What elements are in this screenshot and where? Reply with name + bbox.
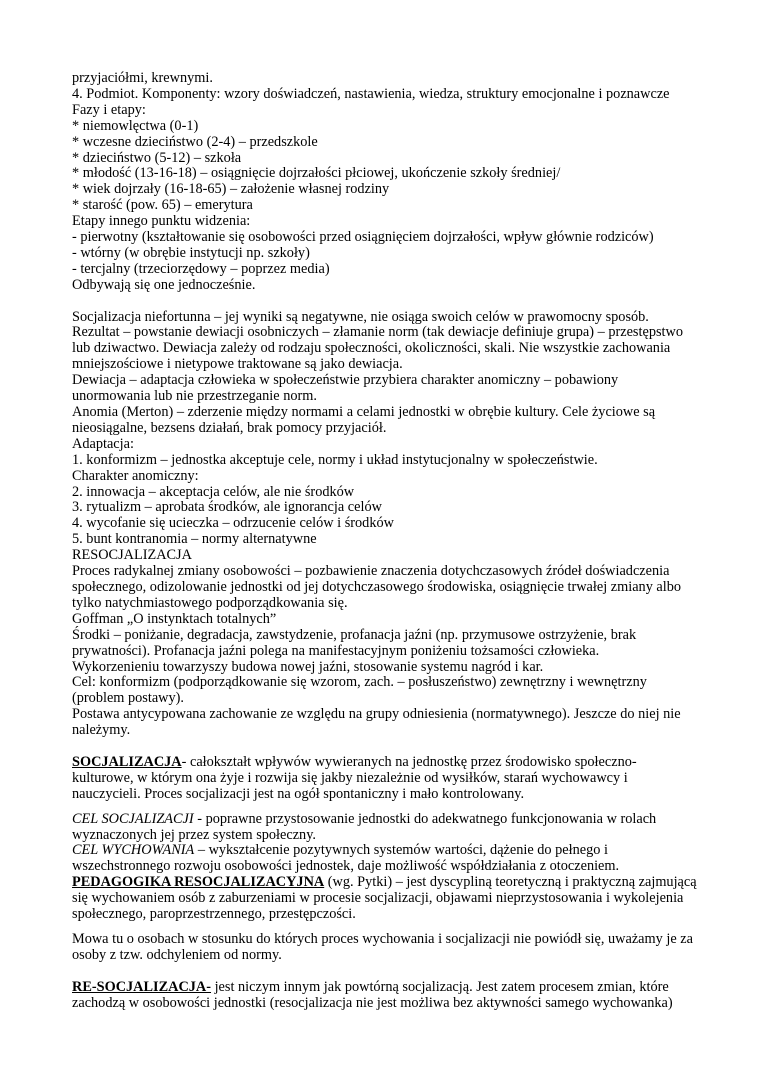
text-line: Proces radykalnej zmiany osobowości – pozbawienie znaczenia dotychczasowych źródeł doświadczenia [72, 563, 670, 580]
definition-first-line [72, 875, 700, 891]
list-item: 1. konformizm – jednostka akceptuje cele, normy i układ instytucjonalny w społeczeństwie. [72, 451, 598, 468]
text-line: Postawa antycypowana zachowanie ze względu na grupy odniesienia (normatywnego). Jeszcze do niej nie [72, 706, 681, 723]
text-line: prywatności). Profanacja jaźni polega na manifestacyjnym poniżeniu tożsamości człowieka. [72, 642, 600, 659]
list-item: - tercjalny (trzeciorzędowy – poprzez media) [72, 260, 330, 277]
text-line: Cel: konformizm (podporządkowanie się wzorom, zach. – posłuszeństwo) zewnętrzny i wewnętrzny [72, 674, 647, 691]
text-line: Charakter anomiczny: [72, 467, 199, 484]
pedagogika-definition [72, 875, 700, 923]
mowa-paragraph [72, 932, 700, 964]
text-line: społecznego, odizolowanie jednostki od jej dotychczasowego środowiska, osiągnięcie trwałej zmiany albo [72, 578, 682, 595]
list-item: * starość (pow. 65) – emerytura [72, 197, 253, 214]
text-line: nieosiągalne, bezsens działań, brak pomocy przyjaciół. [72, 419, 387, 436]
deviation-section [72, 310, 700, 739]
text-line: nauczycieli. Proces socjalizacji jest na ogół spontaniczny i mało kontrolowany. [72, 785, 525, 802]
text-line: mniejszościowe i nietypowe traktowane są jako dewiacja. [72, 356, 403, 373]
text-line: przyjaciółmi, krewnymi. [72, 70, 213, 86]
definition-first-line [72, 812, 700, 828]
definition-first-line [72, 755, 700, 771]
text-line: tylko natychmiastowego podporządkowania się. [72, 594, 348, 611]
text-line: wszechstronnego rozwoju osobowości jednostek, daje możliwość współdziałania z otoczeniem. [72, 858, 620, 875]
list-item: 5. bunt kontranomia – normy alternatywne [72, 531, 317, 548]
text-line: należymy. [72, 722, 131, 739]
resocjalizacja-definition [72, 980, 700, 1012]
list-item: * wiek dojrzały (16-18-65) – założenie własnej rodziny [72, 181, 390, 198]
text-line: Socjalizacja niefortunna – jej wyniki są negatywne, nie osiąga swoich celów w prawomocny sposób. [72, 308, 649, 325]
text-line: zachodzą w osobowości jednostki (resocjalizacja nie jest możliwa bez aktywności samego wychowanka) [72, 994, 673, 1011]
text-line: Anomia (Merton) – zderzenie między normami a celami jednostki w obrębie kultury. Cele życiowe są [72, 404, 656, 421]
text-line: Dewiacja – adaptacja człowieka w społeczeństwie przybiera charakter anomiczny – pobawiony [72, 372, 619, 389]
text-line: Mowa tu o osobach w stosunku do których proces wychowania i socjalizacji nie powiódł się, uważamy je za [72, 931, 693, 947]
text-line: się wychowaniem osób z zaburzeniami w procesie socjalizacji, objawami nieprzystosowania i wykolejenia [72, 890, 684, 907]
list-item: 4. wycofanie się ucieczka – odrzucenie celów i środków [72, 515, 394, 532]
definition-text: (wg. Pytki) – jest dyscypliną teoretyczną i praktyczną zajmującą [324, 874, 697, 891]
text-line: Odbywają się one jednocześnie. [72, 276, 256, 293]
list-item: 2. innowacja – akceptacja celów, ale nie środków [72, 483, 355, 500]
definition-text: jest niczym innym jak powtórną socjalizacją. Jest zatem procesem zmian, które [211, 978, 669, 995]
cel-wychowania-definition [72, 843, 700, 875]
blank-line [72, 739, 700, 755]
phases-section [72, 71, 700, 294]
term-socjalizacja: SOCJALIZACJA [72, 753, 182, 770]
list-item: * młodość (13-16-18) – osiągnięcie dojrzałości płciowej, ukończenie szkoły średniej/ [72, 165, 561, 182]
list-item: * dzieciństwo (5-12) – szkoła [72, 149, 242, 166]
text-line: osoby z tzw. odchyleniem od normy. [72, 946, 282, 963]
definition-text: – wykształcenie pozytywnych systemów wartości, dążenie do pełnego i [194, 842, 608, 859]
definition-first-line [72, 843, 700, 859]
text-line: Goffman „O instynktach totalnych” [72, 610, 277, 627]
text-line: społecznego, paroprzestrzennego, przestępczości. [72, 906, 356, 923]
text-line: Wykorzenieniu towarzyszy budowa nowej jaźni, stosowanie systemu nagród i kar. [72, 658, 544, 675]
list-item: 3. rytualizm – aprobata środków, ale ignorancja celów [72, 499, 382, 516]
list-item: - pierwotny (kształtowanie się osobowości przed osiągnięciem dojrzałości, wpływ głównie rodziców) [72, 229, 654, 246]
blank-line [72, 964, 700, 980]
term-cel-wychowania: CEL WYCHOWANIA [72, 842, 195, 859]
text-line: Rezultat – powstanie dewiacji osobniczych – złamanie norm (tak dewiacje definiuje grupa) – przestępstwo [72, 324, 683, 341]
text-line: Etapy innego punktu widzenia: [72, 213, 251, 230]
text-line: kulturowe, w którym ona żyje i rozwija się jakby niezależnie od wysiłków, starań wychowawcy i [72, 769, 628, 786]
text-line: 4. Podmiot. Komponenty: wzory doświadczeń, nastawienia, wiedza, struktury emocjonalne i poznawcze [72, 85, 670, 102]
section-heading: RESOCJALIZACJA [72, 547, 192, 564]
term-pedagogika-resocjalizacyjna: PEDAGOGIKA RESOCJALIZACYJNA [72, 874, 325, 891]
definition-text: - poprawne przystosowanie jednostki do adekwatnego funkcjonowania w rolach [193, 810, 657, 827]
socjalizacja-definition [72, 755, 700, 803]
list-item: * niemowlęctwa (0-1) [72, 117, 199, 134]
term-cel-socjalizacji: CEL SOCJALIZACJI [72, 810, 194, 827]
definition-first-line [72, 980, 700, 996]
list-item: - wtórny (w obrębie instytucji np. szkoły) [72, 244, 310, 261]
text-line: Środki – poniżanie, degradacja, zawstydzenie, profanacja jaźni (np. przymusowe ostrzyżenie, brak [72, 626, 637, 643]
blank-line [72, 294, 700, 310]
list-item: * wczesne dzieciństwo (2-4) – przedszkole [72, 133, 318, 150]
text-line: Adaptacja: [72, 435, 134, 452]
text-line: (problem postawy). [72, 690, 184, 707]
text-line: wyznaczonych jej przez system społeczny. [72, 826, 317, 843]
term-re-socjalizacja: RE-SOCJALIZACJA- [72, 978, 212, 995]
text-line: lub dziwactwo. Dewiacja zależy od rodzaju społeczności, okoliczności, skali. Nie wszystkie zachowania [72, 340, 671, 357]
definition-text: - całokształt wpływów wywieranych na jednostkę przez środowisko społeczno- [181, 753, 637, 770]
text-line: Fazy i etapy: [72, 101, 146, 118]
cel-socjalizacji-definition [72, 812, 700, 844]
text-line: unormowania lub nie przestrzeganie norm. [72, 388, 317, 405]
